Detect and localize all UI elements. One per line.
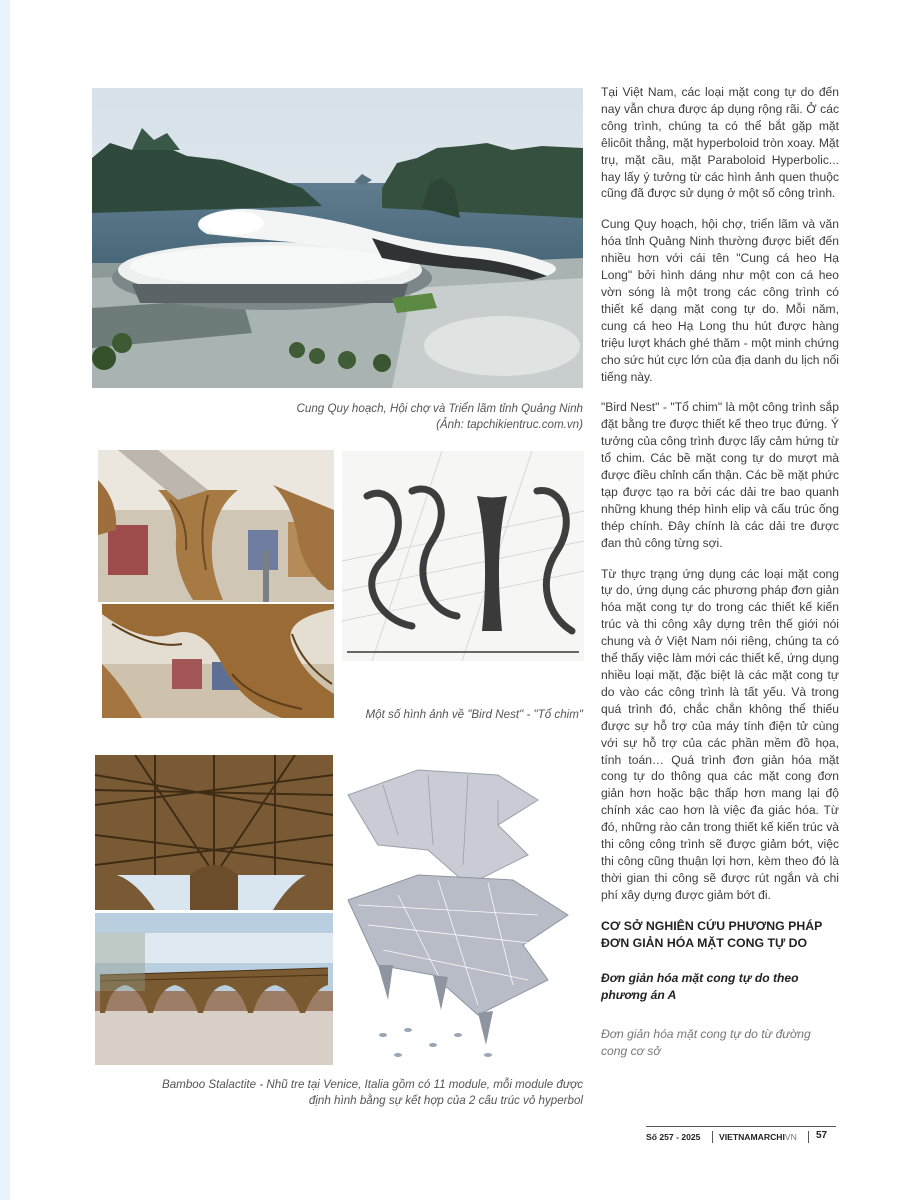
stalactite-structure-diagram [338,755,583,1065]
bird-nest-caption-text: Một số hình ảnh về "Bird Nest" - "Tổ chim" [365,708,583,721]
dolphin-caption-line-2: (Ảnh: tapchikientruc.com.vn) [436,418,583,431]
dolphin-palace-photo [92,88,583,388]
page-number: 57 [816,1130,828,1141]
page-footer [646,1126,836,1145]
article-paragraph-1: Tại Việt Nam, các loại mặt cong tự do đến nay vẫn chưa được áp dụng rộng rãi. Ở các công trình, chúng ta có thể bắt gặp mặt êlicôit thẳng, mặt hyperboloid tròn xoay. Mặt trụ, mặt cầu, mặt Paraboloid Hyperbolic... hay lấy ý tưởng từ các hình ảnh quen thuộc cũng đã được sử dụng ở một số công trình. [601,85,839,201]
site-name [719,1132,797,1142]
bird-nest-sketch [342,451,584,661]
bird-nest-caption [342,707,583,723]
site-name-bold: VIETNAMARCHI [719,1132,785,1142]
bamboo-caption-line-2: định hình bằng sự kết hợp của 2 cấu trúc vỏ hyperbol [308,1094,583,1107]
dolphin-palace-caption [160,401,583,433]
article-paragraph-4: Từ thực trạng ứng dụng các loại mặt cong tự do, ứng dụng các phương pháp đơn giản hóa mặt cong tự do trong các thiết kế kiến trúc và thi công xây dựng trên thế giới nói chung và ở Việt Nam nói riêng, chúng ta có thể thấy việc làm mới các thiết kế, ứng dụng nhiều loại mặt, đặc biệt là các mặt cong tự do vào các công trình là tất yếu. Và trong quá trình đó, chắc chắn không thể thiếu được sự hỗ trợ của máy tính điện tử cùng với sự hỗ trợ của các phần mềm đồ họa, tính toán… Quá trình đơn giản hóa mặt cong tự do thông qua các mặt cong đơn giản hơn hoặc bậc thấp hơn mang lại độ chính xác cao hơn là việc đa giác hóa. Từ đó, những rào cản trong thiết kế kiến trúc và thi công công trình sẽ được giảm bớt, việc thi công cũng thuận lợi hơn, kèm theo đó là thời gian thi công sẽ được rút ngắn và chi phí xây dựng được giảm bớt đi. [601,566,839,902]
bird-nest-photo-top [98,450,334,602]
article-paragraph-2: Cung Quy hoạch, hội chợ, triển lãm và văn hóa tỉnh Quảng Ninh thường được biết đến nhiều hơn với cái tên "Cung cá heo Hạ Long" bởi hình dáng như một con cá heo vờn sóng là một trong các công trình có thiết kế dạng mặt cong tự do. Mỗi năm, cung cá heo Hạ Long thu hút được hàng triệu lượt khách ghé thăm - một minh chứng cho sức hút cực lớn của địa danh du lịch nổi tiếng này. [601,217,839,384]
site-name-light: VN [784,1132,797,1142]
bamboo-canopy-photo [95,755,333,910]
dolphin-caption-line-1: Cung Quy hoạch, Hội chợ và Triển lãm tỉnh Quảng Ninh [296,402,583,415]
section-heading: CƠ SỞ NGHIÊN CỨU PHƯƠNG PHÁP ĐƠN GIẢN HÓA MẶT CONG TỰ DO [601,918,823,950]
bird-nest-photo-bottom [102,604,334,718]
article-paragraph-3: "Bird Nest" - "Tổ chim" là một công trình sắp đặt bằng tre được thiết kế theo trục đứng. Ý tưởng của công trình được lấy cảm hứng từ tổ chim. Các bề mặt cong tự do mượt mà được điều chỉnh cẩn thận. Các bề mặt phức tạp được tạo ra bởi các dải tre bao quanh những khung thép hình elip và cấu trúc ống thép chính. Đây chính là các dải tre được đan thủ công từng sợi. [601,400,839,550]
bamboo-stalactite-caption [95,1077,583,1109]
bamboo-caption-line-1: Bamboo Stalactite - Nhũ tre tại Venice, Italia gồm có 11 module, mỗi module được [162,1078,583,1091]
article-column [601,84,839,1060]
issue-number: Số 257 - 2025 [646,1132,701,1142]
footer-separator-2 [808,1131,809,1143]
footer-separator [712,1131,713,1143]
bamboo-stalactite-photo [95,913,333,1065]
page-edge-strip [0,0,10,1200]
section-subheading: Đơn giản hóa mặt cong tự do theo phương án A [601,970,799,1002]
section-subheading-2: Đơn giản hóa mặt cong tự do từ đường cong cơ sở [601,1026,811,1058]
